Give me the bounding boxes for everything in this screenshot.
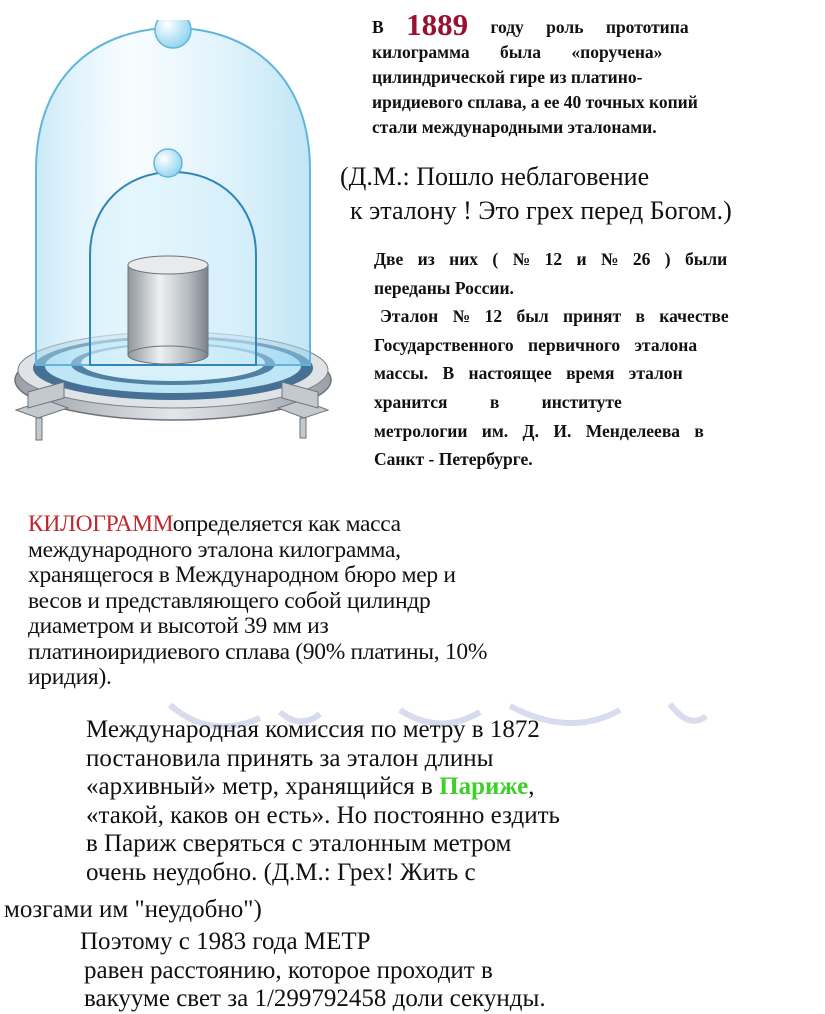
dm-comment-1-line-2: к эталону ! Это грех перед Богом.) bbox=[350, 196, 732, 225]
history-line-4: иридиевого сплава, а ее 40 точных копий bbox=[372, 92, 698, 112]
meter-definition-1983 bbox=[80, 928, 720, 1014]
kilogram-line-5: диаметром и высотой 39 мм из bbox=[28, 613, 329, 639]
kilogram-term: КИЛОГРАММ bbox=[28, 511, 173, 537]
russia-line-5: массы. В настоящее время эталон bbox=[374, 363, 683, 384]
russia-line-3: Эталон № 12 был принят в качестве bbox=[380, 306, 729, 327]
paris-highlight: Париже bbox=[439, 773, 529, 800]
dm-comment-1 bbox=[340, 160, 820, 228]
inner-jar-knob bbox=[154, 149, 182, 177]
meter-line-3: «архивный» метр, хранящийся в Париже, bbox=[86, 773, 535, 800]
kilogram-line-6: платиноиридиевого сплава (90% платины, 10% bbox=[28, 638, 488, 665]
since-line-3: вакууме свет за 1/299792458 доли секунды. bbox=[84, 985, 546, 1012]
since-line-1: Поэтому с 1983 года МЕТР bbox=[80, 928, 371, 955]
dm-comment-2 bbox=[4, 896, 604, 925]
kilogram-definition bbox=[28, 512, 638, 691]
meter-paragraph bbox=[86, 716, 706, 887]
kilogram-line-4: весов и представляющего собой цилиндр bbox=[28, 587, 431, 614]
kilogram-prototype-illustration bbox=[8, 20, 338, 450]
kilogram-cylinder bbox=[128, 265, 208, 355]
russia-line-4: Государственного первичного эталона bbox=[374, 334, 698, 355]
dm-comment-2-line-1: мозгами им "неудобно") bbox=[4, 896, 262, 923]
kilogram-line-3: хранящегося в Международном бюро мер и bbox=[28, 562, 456, 588]
year-1889: 1889 bbox=[406, 7, 469, 42]
history-line-5: стали международными эталонами. bbox=[372, 117, 657, 137]
dm-comment-1-line-1: (Д.М.: Пошло неблаговение bbox=[340, 162, 650, 191]
meter-line-1: Международная комиссия по метру в 1872 bbox=[86, 716, 540, 743]
russia-line-8: Санкт - Петербурге. bbox=[374, 449, 533, 470]
prototype-history-paragraph bbox=[372, 7, 818, 140]
kilogram-line-7: иридия). bbox=[28, 664, 112, 690]
meter-line-5: в Париж сверяться с эталонным метром bbox=[86, 830, 512, 857]
since-line-2: равен расстоянию, которое проходит в bbox=[84, 956, 493, 984]
history-line-3: цилиндрической гире из платино- bbox=[372, 67, 643, 87]
kilogram-line-1: КИЛОГРАММопределяется как масса bbox=[28, 511, 401, 537]
meter-line-6: очень неудобно. (Д.М.: Грех! Жить с bbox=[86, 858, 476, 886]
russia-copies-paragraph bbox=[374, 245, 820, 474]
russia-line-1: Две из них ( № 12 и № 26 ) были bbox=[374, 249, 728, 269]
russia-line-6: хранится в институте bbox=[374, 391, 622, 412]
kilogram-line-2: международного эталона килограмма, bbox=[28, 536, 401, 563]
history-line-2: килограмма была «поручена» bbox=[372, 42, 663, 62]
russia-line-7: метрологии им. Д. И. Менделеева в bbox=[374, 420, 704, 441]
outer-jar-knob bbox=[155, 20, 191, 48]
meter-line-2: постановила принять за эталон длины bbox=[86, 744, 494, 772]
meter-line-4: «такой, каков он есть». Но постоянно ездить bbox=[86, 801, 560, 829]
history-line-1: В 1889 году роль прототипа bbox=[372, 7, 689, 42]
russia-line-2: переданы России. bbox=[374, 277, 514, 298]
